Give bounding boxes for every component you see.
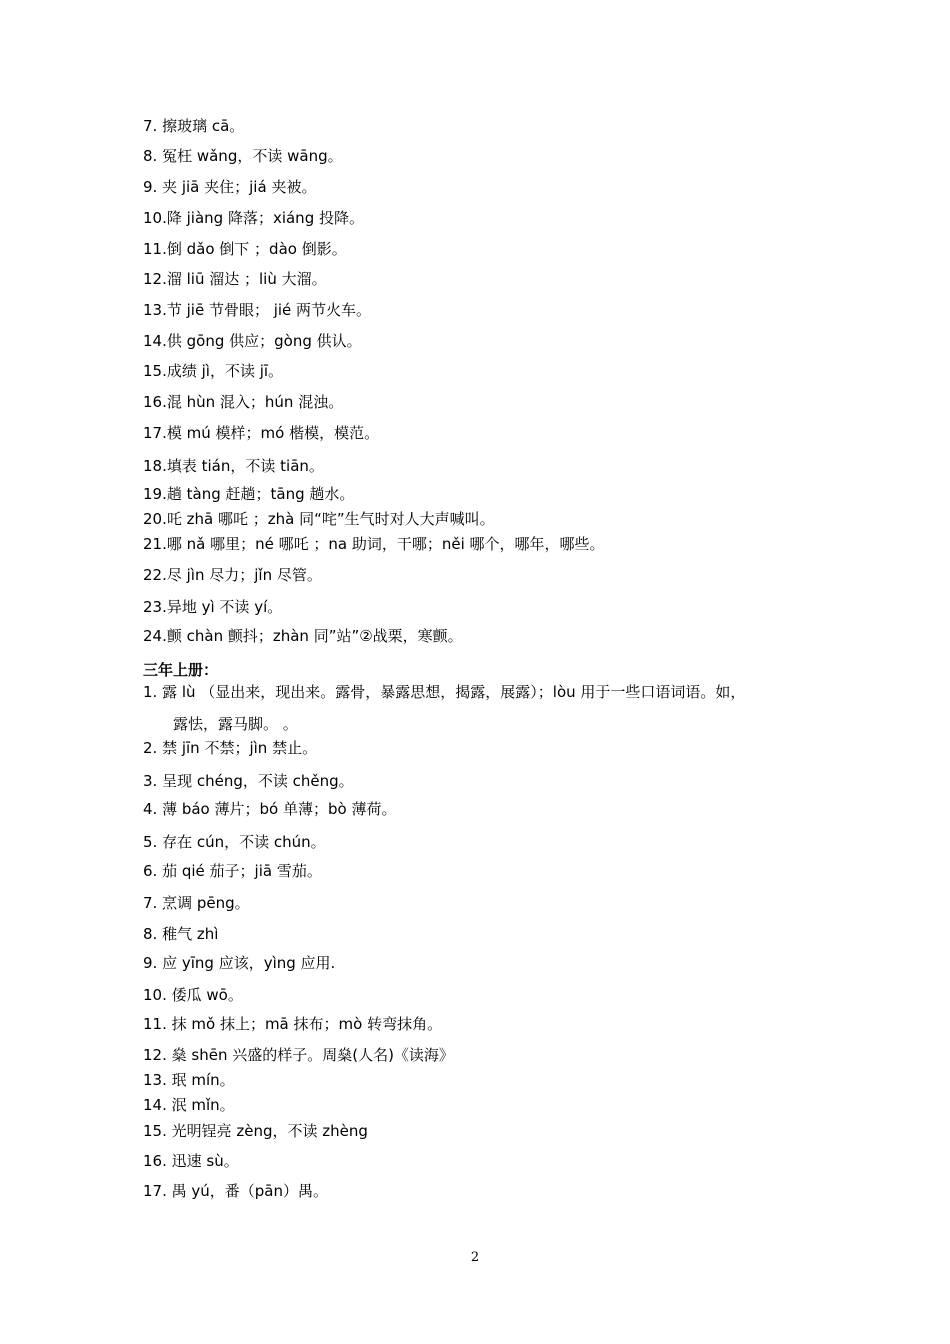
- list-item: 16.混 hùn 混入；hún 混浊。: [143, 393, 344, 411]
- list-item: 11.倒 dǎo 倒下 ；dào 倒影。: [143, 240, 347, 258]
- section-title: 三年上册：: [143, 661, 219, 679]
- list-item: 12.溜 liū 溜达 ；liù 大溜。: [143, 270, 327, 288]
- list-item: 3. 呈现 chéng，不读 chěng。: [143, 772, 354, 790]
- list-item: 12. 燊 shēn 兴盛的样子。周燊(人名)《读海》: [143, 1046, 454, 1064]
- list-item: 7. 烹调 pēng。: [143, 894, 250, 912]
- list-item: 10.降 jiàng 降落；xiáng 投降。: [143, 209, 364, 227]
- list-item: 15. 光明锃亮 zèng，不读 zhèng: [143, 1122, 368, 1140]
- list-item: 4. 薄 báo 薄片；bó 单薄；bò 薄荷。: [143, 800, 397, 818]
- list-item: 6. 茄 qié 茄子；jiā 雪茄。: [143, 862, 322, 880]
- list-item: 24.颤 chàn 颤抖；zhàn 同”站”②战栗，寒颤。: [143, 627, 463, 645]
- list-item: 23.异地 yì 不读 yí。: [143, 598, 283, 616]
- list-item: 9. 应 yīng 应该，yìng 应用.: [143, 954, 336, 972]
- list-item: 20.吒 zhā 哪吒 ；zhà 同“咤”生气时对人大声喊叫。: [143, 510, 495, 528]
- list-item: 17. 禺 yú，番（pān）禺。: [143, 1182, 328, 1200]
- list-item: 9. 夹 jiā 夹住；jiá 夹被。: [143, 178, 317, 196]
- list-item: 15.成绩 jì，不读 jī。: [143, 362, 284, 380]
- list-item: 22.尽 jìn 尽力；jǐn 尽管。: [143, 566, 322, 584]
- list-item: 13.节 jiē 节骨眼； jié 两节火车。: [143, 301, 372, 319]
- list-item: 13. 珉 mín。: [143, 1071, 235, 1089]
- list-item: 8. 冤枉 wǎng，不读 wāng。: [143, 147, 343, 165]
- list-item: 8. 稚气 zhì: [143, 925, 219, 943]
- list-item: 14. 泯 mǐn。: [143, 1096, 235, 1114]
- list-item: 16. 迅速 sù。: [143, 1152, 239, 1170]
- list-item: 1. 露 lù （显出来，现出来。露骨，暴露思想，揭露，展露）；lòu 用于一些口语词语。如，: [143, 683, 746, 701]
- list-item: 7. 擦玻璃 cā。: [143, 117, 245, 135]
- list-item: 19.趟 tàng 赶趟；tāng 趟水。: [143, 485, 355, 503]
- list-item: 21.哪 nǎ 哪里；né 哪吒 ；na 助词，干哪；něi 哪个，哪年，哪些。: [143, 535, 605, 553]
- list-item: 11. 抹 mǒ 抹上；mā 抹布；mò 转弯抹角。: [143, 1015, 443, 1033]
- list-item: 17.模 mú 模样；mó 楷模，模范。: [143, 424, 380, 442]
- list-item: 14.供 gōng 供应；gòng 供认。: [143, 332, 362, 350]
- list-item: 2. 禁 jīn 不禁；jìn 禁止。: [143, 739, 318, 757]
- page-number: 2: [470, 1250, 480, 1265]
- list-item-continuation: 露怯，露马脚。 。: [173, 715, 298, 733]
- list-item: 18.填表 tián，不读 tiān。: [143, 457, 324, 475]
- list-item: 5. 存在 cún，不读 chún。: [143, 833, 326, 851]
- list-item: 10. 倭瓜 wō。: [143, 986, 243, 1004]
